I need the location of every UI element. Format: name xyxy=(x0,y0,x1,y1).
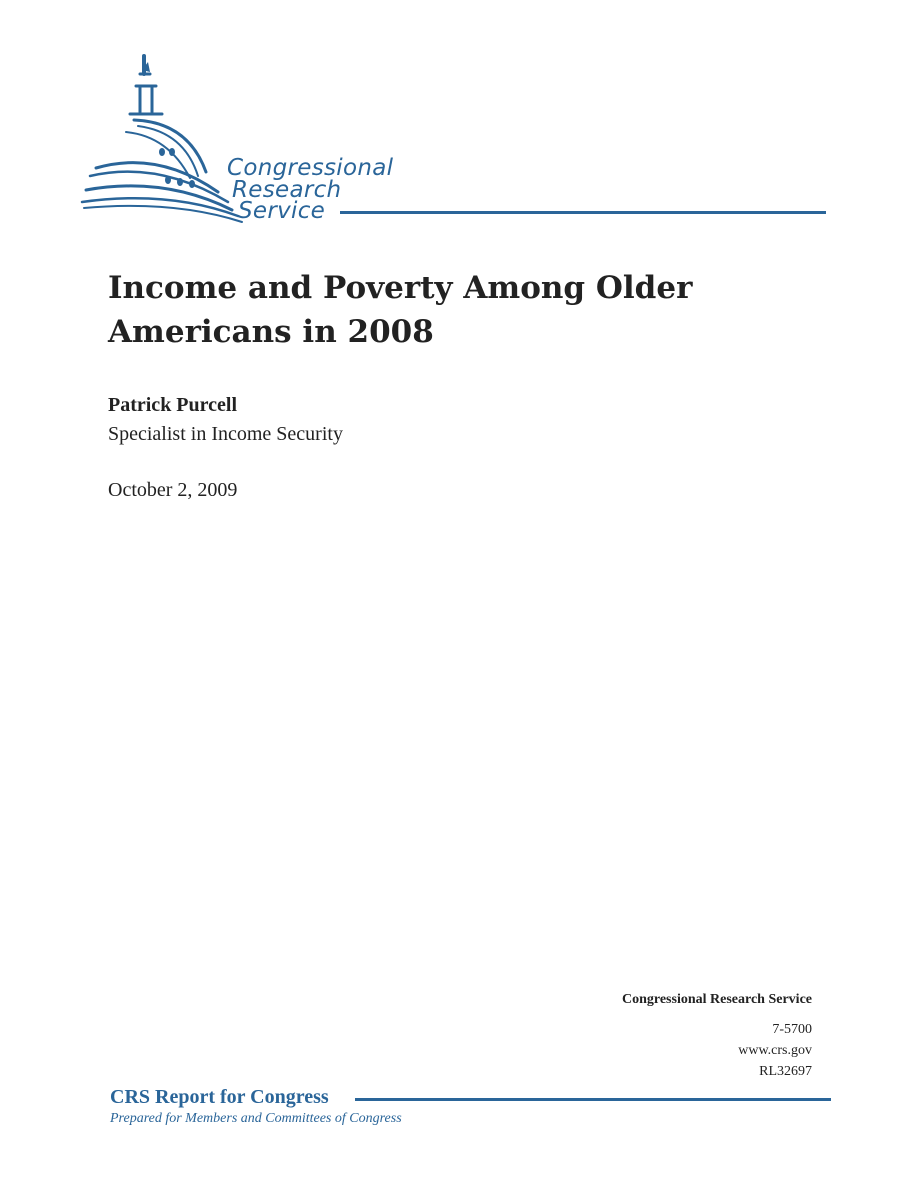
header-divider xyxy=(340,211,826,214)
footer-divider xyxy=(355,1098,831,1101)
author-role: Specialist in Income Security xyxy=(108,423,343,445)
report-title: Income and Poverty Among Older Americans in 2008 xyxy=(108,270,693,350)
footer-subtitle: Prepared for Members and Committees of Congress xyxy=(110,1111,402,1126)
logo-text-service: Service xyxy=(238,198,326,224)
report-meta xyxy=(622,991,812,1082)
footer-title: CRS Report for Congress xyxy=(110,1086,329,1108)
meta-report-id: RL32697 xyxy=(759,1064,812,1079)
meta-org: Congressional Research Service xyxy=(621,992,812,1007)
capitol-dome-icon xyxy=(78,52,248,224)
author-name: Patrick Purcell xyxy=(108,394,238,416)
meta-number: 7-5700 xyxy=(772,1022,812,1037)
report-date: October 2, 2009 xyxy=(108,479,238,501)
logo-text-congressional: Congressional xyxy=(227,155,394,181)
logo-text-research: Research xyxy=(232,177,342,203)
meta-website[interactable]: www.crs.gov xyxy=(738,1043,812,1058)
